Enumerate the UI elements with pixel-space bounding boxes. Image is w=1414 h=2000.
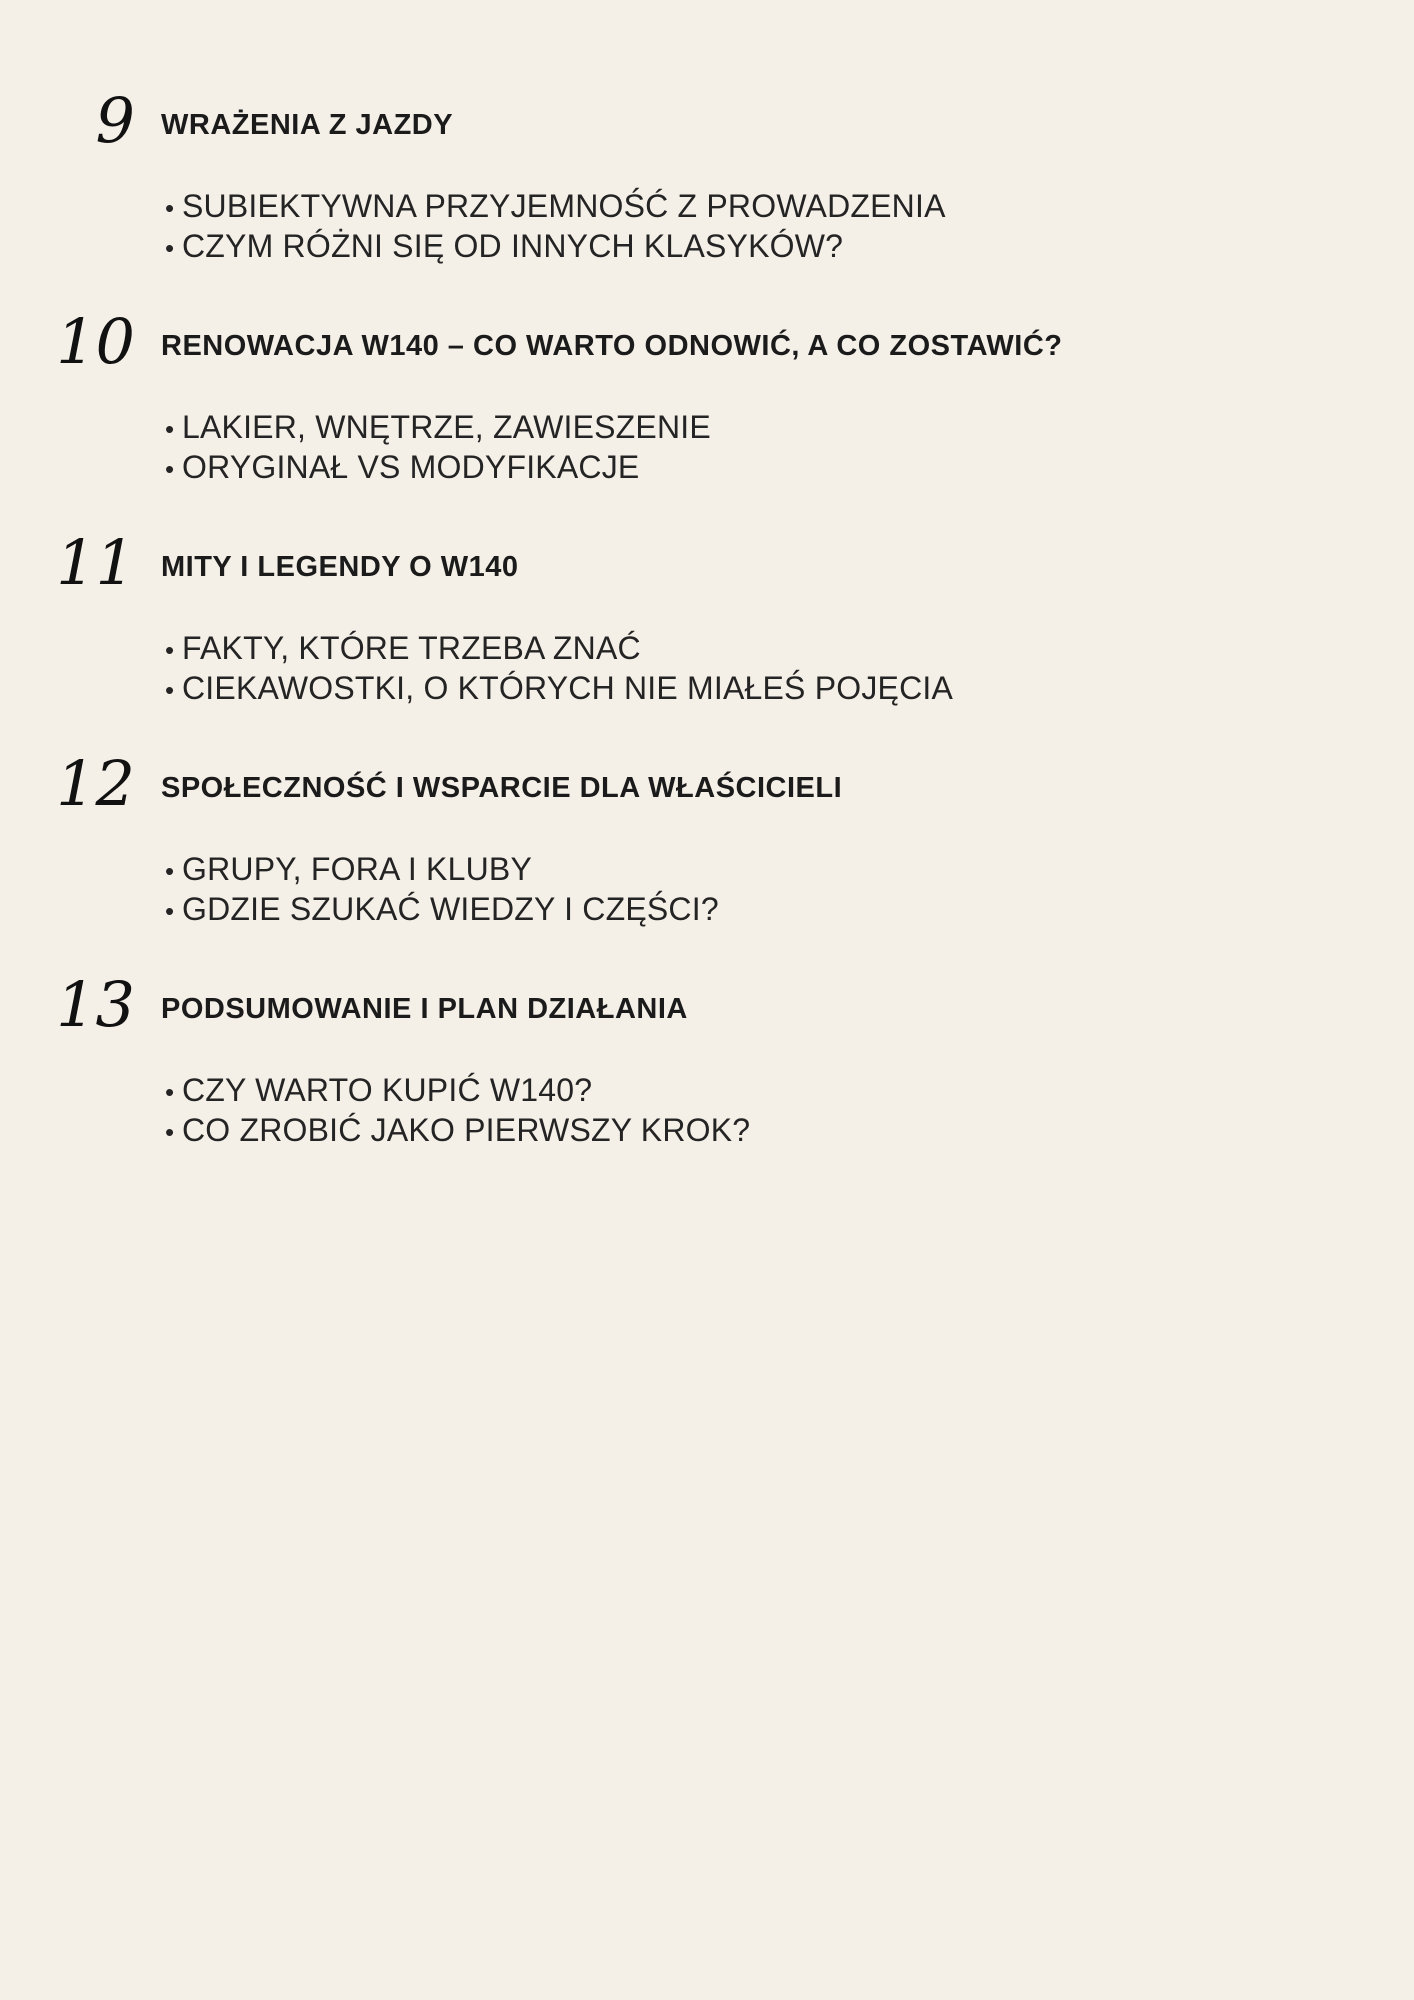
toc-item-content [161, 991, 750, 1151]
toc-item-bullets [165, 1071, 750, 1151]
toc-bullet [165, 448, 1063, 488]
toc-item-content [161, 549, 953, 709]
toc-item-number: 13 [56, 968, 135, 1041]
toc-item-bullets [165, 187, 946, 267]
toc-item-number: 10 [56, 305, 135, 378]
toc-bullet-label: CIEKAWOSTKI, O KTÓRYCH NIE MIAŁEŚ POJĘCIA [182, 670, 954, 706]
toc-bullet-label: FAKTY, KTÓRE TRZEBA ZNAĆ [182, 630, 641, 666]
toc-bullet [165, 227, 946, 267]
toc-item [0, 745, 1354, 930]
bullet-marker: • [165, 233, 175, 263]
toc-item [0, 966, 1354, 1151]
toc-item-number: 12 [56, 747, 135, 820]
toc-item-bullets [165, 408, 1063, 488]
toc-bullet [165, 1071, 750, 1111]
bullet-marker: • [165, 454, 175, 484]
toc-item-number: 11 [56, 526, 135, 599]
toc-item-bullets [165, 629, 953, 709]
toc-bullet-label: CO ZROBIĆ JAKO PIERWSZY KROK? [182, 1112, 751, 1148]
bullet-marker: • [165, 675, 175, 705]
toc-bullet [165, 890, 842, 930]
toc-bullet-label: LAKIER, WNĘTRZE, ZAWIESZENIE [182, 409, 711, 445]
toc-bullet [165, 1111, 750, 1151]
toc-item-number: 9 [95, 84, 135, 157]
toc-item-content [161, 770, 842, 930]
toc-item-title: WRAŻENIA Z JAZDY [161, 109, 454, 141]
toc-bullet-label: SUBIEKTYWNA PRZYJEMNOŚĆ Z PROWADZENIA [182, 188, 946, 224]
toc-item-content [161, 328, 1063, 488]
toc-bullet-label: ORYGINAŁ VS MODYFIKACJE [182, 449, 640, 485]
bullet-marker: • [165, 1117, 175, 1147]
toc-bullet [165, 850, 842, 890]
toc-item [0, 303, 1354, 488]
toc-item-title: MITY I LEGENDY O W140 [161, 551, 519, 583]
bullet-marker: • [165, 896, 175, 926]
bullet-marker: • [165, 635, 175, 665]
toc-item-title: SPOŁECZNOŚĆ I WSPARCIE DLA WŁAŚCICIELI [161, 772, 843, 804]
toc-bullet [165, 629, 953, 669]
toc-item [0, 82, 1354, 267]
toc-item-content [161, 107, 946, 267]
toc-bullet [165, 669, 953, 709]
toc-bullet-label: CZYM RÓŻNI SIĘ OD INNYCH KLASYKÓW? [182, 228, 844, 264]
toc-item-title: RENOWACJA W140 – CO WARTO ODNOWIĆ, A CO ZOSTAWIĆ? [161, 330, 1063, 362]
toc-item-bullets [165, 850, 842, 930]
toc-bullet [165, 187, 946, 227]
toc-item-title: PODSUMOWANIE I PLAN DZIAŁANIA [161, 993, 688, 1025]
toc-bullet [165, 408, 1063, 448]
bullet-marker: • [165, 193, 175, 223]
toc-item [0, 524, 1354, 709]
toc-bullet-label: GRUPY, FORA I KLUBY [182, 851, 532, 887]
bullet-marker: • [165, 414, 175, 444]
toc-bullet-label: GDZIE SZUKAĆ WIEDZY I CZĘŚCI? [182, 891, 719, 927]
bullet-marker: • [165, 856, 175, 886]
bullet-marker: • [165, 1077, 175, 1107]
toc-bullet-label: CZY WARTO KUPIĆ W140? [182, 1072, 593, 1108]
